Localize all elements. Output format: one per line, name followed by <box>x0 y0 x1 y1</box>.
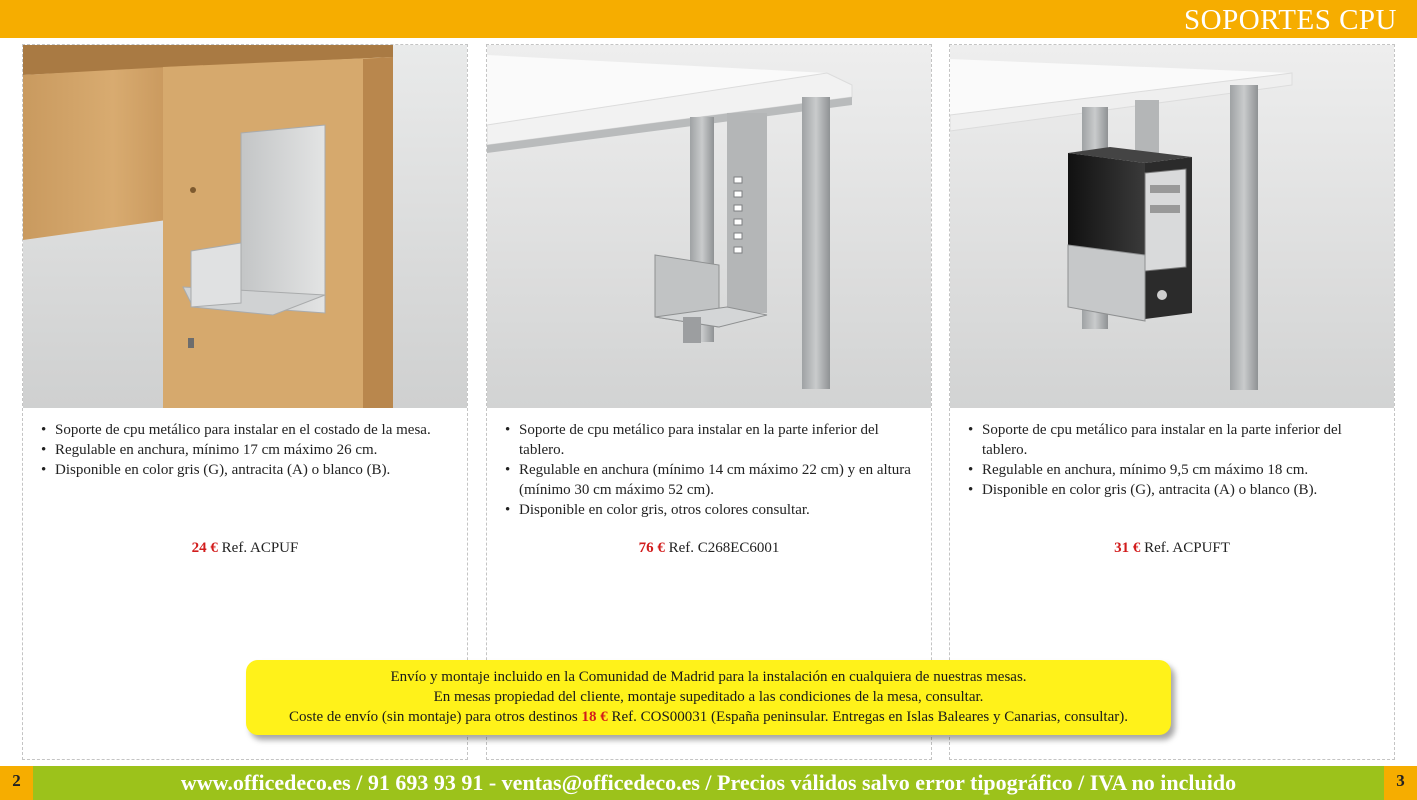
product-card-c268ec6001 <box>486 44 932 760</box>
notice-line <box>246 707 1171 727</box>
shipping-notice <box>246 660 1171 735</box>
price-line <box>23 538 467 558</box>
page-number-left: 2 <box>0 766 33 800</box>
feature-item: • Soporte de cpu metálico para instalar en el costado de la mesa. <box>39 420 451 440</box>
feature-list <box>39 420 451 480</box>
feature-item: • Disponible en color gris, otros colores consultar. <box>503 500 915 520</box>
price-line <box>950 538 1394 558</box>
feature-item: • Disponible en color gris (G), antracita (A) o blanco (B). <box>39 460 451 480</box>
shipping-price: 18 € <box>581 709 608 725</box>
feature-item: • Regulable en anchura (mínimo 14 cm máximo 22 cm) y en altura (mínimo 30 cm máximo 52 cm). <box>503 460 915 500</box>
product-photo-side-mounted-cpu-holder <box>23 45 467 408</box>
price: 24 € <box>191 540 218 556</box>
feature-item: • Disponible en color gris (G), antracita (A) o blanco (B). <box>966 480 1378 500</box>
feature-list <box>966 420 1378 500</box>
footer-contact-text: www.officedeco.es / 91 693 93 91 - ventas@officedeco.es / Precios válidos salvo error tipográfico / IVA no incluido <box>180 770 1237 795</box>
product-reference: Ref. ACPUFT <box>1144 540 1230 556</box>
product-photo-cpu-holder-with-tower <box>950 45 1394 408</box>
notice-text: Coste de envío (sin montaje) para otros destinos <box>289 709 578 725</box>
product-card-acpuf <box>22 44 468 760</box>
notice-line: En mesas propiedad del cliente, montaje supeditado a las condiciones de la mesa, consultar. <box>433 689 984 705</box>
page-number-right: 3 <box>1384 766 1417 800</box>
price: 31 € <box>1114 540 1141 556</box>
feature-list <box>503 420 915 520</box>
price-line <box>487 538 931 558</box>
page-title: SOPORTES CPU <box>1184 4 1397 36</box>
feature-item: • Soporte de cpu metálico para instalar en la parte inferior del tablero. <box>503 420 915 460</box>
feature-item: • Soporte de cpu metálico para instalar en la parte inferior del tablero. <box>966 420 1378 460</box>
product-reference: Ref. C268EC6001 <box>668 540 780 556</box>
feature-item: • Regulable en anchura, mínimo 17 cm máximo 26 cm. <box>39 440 451 460</box>
notice-text: Ref. COS00031 (España peninsular. Entregas en Islas Baleares y Canarias, consultar). <box>611 709 1128 725</box>
notice-line: Envío y montaje incluido en la Comunidad de Madrid para la instalación en cualquiera de nuestras mesas. <box>390 669 1027 685</box>
product-photo-under-desk-cpu-holder <box>487 45 931 408</box>
product-card-acpuft <box>949 44 1395 760</box>
price: 76 € <box>638 540 665 556</box>
feature-item: • Regulable en anchura, mínimo 9,5 cm máximo 18 cm. <box>966 460 1378 480</box>
product-reference: Ref. ACPUF <box>221 540 299 556</box>
